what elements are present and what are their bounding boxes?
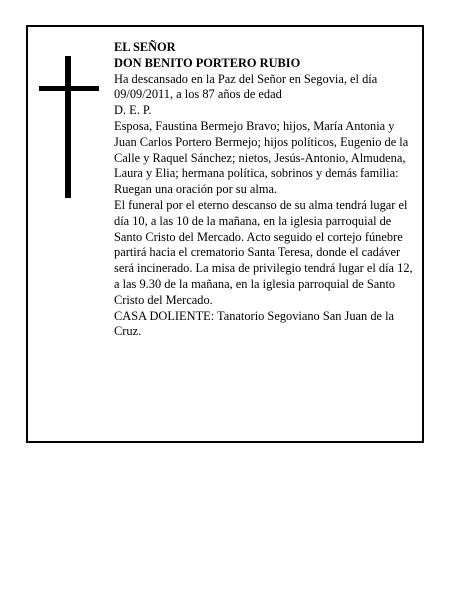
- deceased-name: DON BENITO PORTERO RUBIO: [114, 55, 301, 70]
- cross-icon: [39, 56, 99, 198]
- notice-text: [114, 40, 414, 340]
- funeral-details: El funeral por el eterno descanso de su alma tendrá lugar el día 10, a las 10 de la mañana, en la iglesia parroquial de Santo Cristo del Mercado. Acto seguido el cortejo fúnebre partirá hacia el crematorio Santa Teresa, donde el cadáver será incinerado. La misa de privilegio tendrá lugar el día 12, a las 9.30 de la mañana, en la iglesia parroquial de Santo Cristo del Mercado.: [114, 197, 413, 307]
- cross-vertical-bar: [65, 56, 71, 198]
- cross-horizontal-bar: [39, 86, 99, 91]
- dep-abbreviation: D. E. P.: [114, 103, 152, 118]
- title-line-1: EL SEÑOR: [114, 40, 176, 54]
- death-statement: Ha descansado en la Paz del Señor en Segovia, el día 09/09/2011, a los 87 años de edad: [114, 71, 378, 102]
- obituary-notice: [26, 25, 424, 443]
- house-of-mourning: CASA DOLIENTE: Tanatorio Segoviano San Juan de la Cruz.: [114, 308, 395, 339]
- family-list: Esposa, Faustina Bermejo Bravo; hijos, María Antonia y Juan Carlos Portero Bermejo; hijos políticos, Eugenio de la Calle y Raquel Sánchez; nietos, Jesús-Antonio, Almudena, Laura y Elia; hermana política, sobrinos y demás familia:: [114, 118, 409, 181]
- prayer-request: Ruegan una oración por su alma.: [114, 182, 278, 197]
